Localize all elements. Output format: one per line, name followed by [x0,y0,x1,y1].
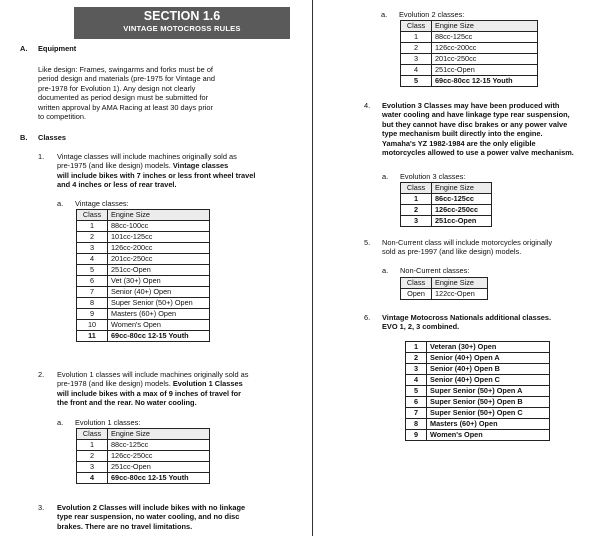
text-line: sold as pre-1997 (and like design) models. [382,247,522,257]
item-1-body [57,152,307,190]
table-row [401,194,492,205]
engine-cell: 201cc-250cc [432,54,538,65]
column-header: Engine Size [432,21,538,32]
table-row [401,43,538,54]
table-row [77,473,210,484]
engine-cell: 251cc-Open [108,265,210,276]
class-cell: 4 [77,473,108,484]
engine-cell: 122cc-Open [432,289,488,300]
text-line: Yamaha's YZ 1982-1984 are the only eligible [382,138,536,148]
class-cell: 1 [401,194,432,205]
engine-cell: 126cc-250cc [432,205,492,216]
text-line: Like design: Frames, swingarms and forks must be of [38,65,213,74]
class-cell: 7 [406,408,427,419]
table-row [77,320,210,331]
item-2-body [57,370,307,408]
class-cell: 3 [77,462,108,473]
evo3-table [400,182,492,227]
table-row [77,276,210,287]
table-row [77,462,210,473]
evo3-label: a. [382,172,389,181]
item-3-body [57,503,307,531]
text-line: EVO 1, 2, 3 combined. [382,322,460,332]
class-cell: 3 [401,54,432,65]
table-row [77,221,210,232]
class-cell: 3 [406,364,427,375]
text-span-bold: Vintage classes [172,161,229,171]
table-row [406,364,550,375]
engine-cell: 88cc-125cc [108,440,210,451]
column-header: Class [77,210,108,221]
section-subtitle: VINTAGE MOTOCROSS RULES [123,24,241,33]
engine-cell: 69cc-80cc 12-15 Youth [108,473,210,484]
column-header: Engine Size [108,210,210,221]
class-name-cell: Super Senior (50+) Open B [427,397,550,408]
class-name-cell: Veteran (30+) Open [427,342,550,353]
engine-cell: Vet (30+) Open [108,276,210,287]
table-row [406,375,550,386]
class-cell: 5 [406,386,427,397]
table-row [77,232,210,243]
table-row [406,419,550,430]
class-cell: 4 [401,65,432,76]
item-5-body [382,238,607,257]
noncurrent-caption: Non-Current classes: [400,266,470,275]
class-cell: 10 [77,320,108,331]
class-cell: 6 [406,397,427,408]
engine-cell: 126cc-250cc [108,451,210,462]
text-line: will include bikes with a max of 9 inches of travel for [57,388,241,398]
text-line: type mechanism built directly into the engine. [382,129,543,139]
text-line: brakes. There are no travel limitations. [57,521,193,531]
text-line: water cooling and have linkage type rear suspension, [382,110,570,120]
engine-cell: Women's Open [108,320,210,331]
class-cell: 1 [401,32,432,43]
table-row [77,254,210,265]
engine-cell: 126cc-200cc [432,43,538,54]
engine-cell: Super Senior (50+) Open [108,298,210,309]
class-cell: 8 [77,298,108,309]
item-1-number: 1. [38,152,45,161]
text-line: written approval by AMA Racing at least 30 days prior [38,102,213,112]
class-name-cell: Masters (60+) Open [427,419,550,430]
section-a-title: Equipment [38,44,77,53]
table-row [406,353,550,364]
table-row [406,342,550,353]
text-line: Evolution 1 classes will include machines originally sold as [57,370,249,379]
class-cell: 9 [406,430,427,441]
noncurrent-table [400,277,488,300]
table-row [77,243,210,254]
class-cell: 3 [77,243,108,254]
class-cell: Open [401,289,432,300]
text-line: the front and the rear. No water cooling. [57,398,197,408]
vintage-label: a. [57,199,64,208]
class-cell: 2 [77,451,108,462]
section-title: SECTION 1.6 [143,9,221,23]
engine-cell: 69cc-80cc 12-15 Youth [432,76,538,87]
text-line: Evolution 3 Classes may have been produced with [382,101,560,110]
table-row [77,298,210,309]
class-cell: 4 [77,254,108,265]
text-line: will include bikes with 7 inches or less front wheel travel [57,170,256,180]
text-line: Evolution 2 Classes will include bikes with no linkage [57,503,246,512]
class-cell: 1 [406,342,427,353]
item-6-body [382,313,607,332]
section-a-body [38,65,278,121]
section-b-title: Classes [38,133,66,142]
section-a-label: A. [20,44,28,53]
table-row [406,430,550,441]
table-row [77,451,210,462]
item-3-number: 3. [38,503,45,512]
table-row [401,32,538,43]
text-line: and 4 inches or less of rear travel. [57,180,177,190]
vintage-caption: Vintage classes: [75,199,129,208]
class-cell: 1 [77,440,108,451]
class-name-cell: Super Senior (50+) Open A [427,386,550,397]
table-row [406,408,550,419]
evo2-caption: Evolution 2 classes: [399,10,465,19]
text-line: period design and materials (pre-1975 for Vintage and [38,74,215,84]
class-cell: 2 [401,43,432,54]
text-line: Non-Current class will include motorcycles originally [382,238,553,247]
noncurrent-label: a. [382,266,389,275]
column-header: Class [401,21,432,32]
engine-cell: 251cc-Open [108,462,210,473]
table-row [401,54,538,65]
section-b-label: B. [20,133,28,142]
engine-cell: 126cc-200cc [108,243,210,254]
engine-cell: 69cc-80cc 12-15 Youth [108,331,210,342]
class-cell: 4 [406,375,427,386]
nationals-table [405,341,550,441]
class-cell: 2 [406,353,427,364]
class-cell: 5 [401,76,432,87]
text-span: pre-1975 (and like design) models. [57,161,171,171]
column-header: Class [401,278,432,289]
column-header: Engine Size [432,278,488,289]
text-line: motorcycles allowed to use a power valve mechanism. [382,147,574,157]
table-row [401,76,538,87]
engine-cell: 86cc-125cc [432,194,492,205]
class-cell: 9 [77,309,108,320]
engine-cell: 101cc-125cc [108,232,210,243]
text-line [57,379,307,388]
text-line: Vintage classes will include machines originally sold as [57,152,237,161]
item-4-body [382,101,607,157]
table-row [77,331,210,342]
column-header: Class [77,429,108,440]
class-name-cell: Super Senior (50+) Open C [427,408,550,419]
table-row [77,309,210,320]
engine-cell: 251cc-Open [432,216,492,227]
text-line: documented as period design must be submitted for [38,93,209,103]
engine-cell: Masters (60+) Open [108,309,210,320]
class-cell: 2 [401,205,432,216]
evo1-caption: Evolution 1 classes: [75,418,141,427]
table-row [401,205,492,216]
item-2-number: 2. [38,370,45,379]
text-span: pre-1978 (and like design) models. [57,379,171,389]
text-line: but they cannot have disc brakes or any power valve [382,119,568,129]
class-cell: 8 [406,419,427,430]
text-span-bold: Evolution 1 Classes [172,379,243,389]
class-name-cell: Women's Open [427,430,550,441]
text-line: Vintage Motocross Nationals additional classes. [382,313,552,322]
class-cell: 6 [77,276,108,287]
engine-cell: Senior (40+) Open [108,287,210,298]
table-row [401,289,488,300]
column-header: Class [401,183,432,194]
item-6-number: 6. [364,313,371,322]
class-cell: 5 [77,265,108,276]
class-name-cell: Senior (40+) Open C [427,375,550,386]
class-cell: 2 [77,232,108,243]
evo2-table [400,20,538,87]
evo2-label: a. [381,10,388,19]
class-cell: 11 [77,331,108,342]
evo1-label: a. [57,418,64,427]
table-row [406,386,550,397]
table-row [77,265,210,276]
evo3-caption: Evolution 3 classes: [400,172,466,181]
class-cell: 7 [77,287,108,298]
class-name-cell: Senior (40+) Open A [427,353,550,364]
class-cell: 1 [77,221,108,232]
text-line: pre-1978 for Evolution 1). Any design not clearly [38,83,196,93]
table-row [401,216,492,227]
column-header: Engine Size [432,183,492,194]
engine-cell: 88cc-125cc [432,32,538,43]
engine-cell: 251cc-Open [432,65,538,76]
class-name-cell: Senior (40+) Open B [427,364,550,375]
engine-cell: 88cc-100cc [108,221,210,232]
column-divider [312,0,313,536]
column-header: Engine Size [108,429,210,440]
table-row [406,397,550,408]
item-4-number: 4. [364,101,371,110]
table-row [77,287,210,298]
section-header [74,7,290,39]
item-5-number: 5. [364,238,371,247]
text-line [57,161,307,170]
evo1-table [76,428,210,484]
table-row [401,65,538,76]
table-row [77,440,210,451]
text-line: type rear suspension, no water cooling, and no disc [57,512,240,522]
text-line: to competition. [38,111,87,121]
vintage-table [76,209,210,342]
class-cell: 3 [401,216,432,227]
engine-cell: 201cc-250cc [108,254,210,265]
